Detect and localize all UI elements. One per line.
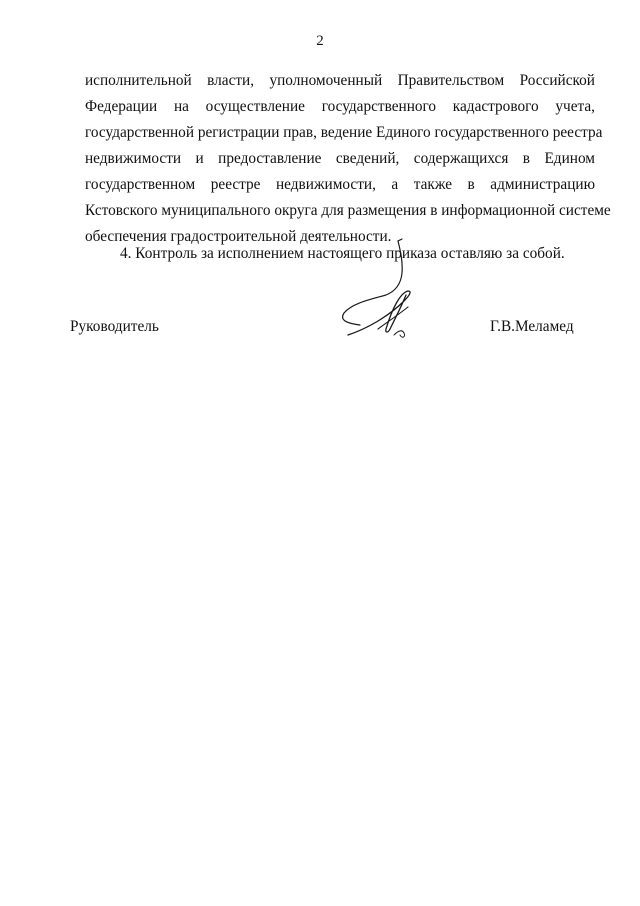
signature-name: Г.В.Меламед bbox=[490, 318, 574, 335]
handwritten-signature bbox=[330, 233, 440, 348]
page-number: 2 bbox=[316, 33, 324, 49]
body-line-last: обеспечения градостроительной деятельности. bbox=[85, 228, 392, 245]
body-line: государственном реестре недвижимости, а также в администрацию bbox=[85, 176, 595, 193]
body-line: Кстовского муниципального округа для размещения в информационной системе bbox=[85, 202, 611, 219]
paragraph-item-4: 4. Контроль за исполнением настоящего приказа оставляю за собой. bbox=[120, 245, 565, 262]
body-line: государственной регистрации прав, ведение Единого государственного реестра bbox=[85, 124, 603, 141]
body-line: Федерации на осуществление государственного кадастрового учета, bbox=[85, 98, 595, 115]
signature-title: Руководитель bbox=[70, 318, 159, 335]
body-text bbox=[85, 71, 611, 253]
body-line: недвижимости и предоставление сведений, содержащихся в Едином bbox=[85, 150, 595, 167]
body-line: исполнительной власти, уполномоченный Правительством Российской bbox=[85, 72, 595, 89]
